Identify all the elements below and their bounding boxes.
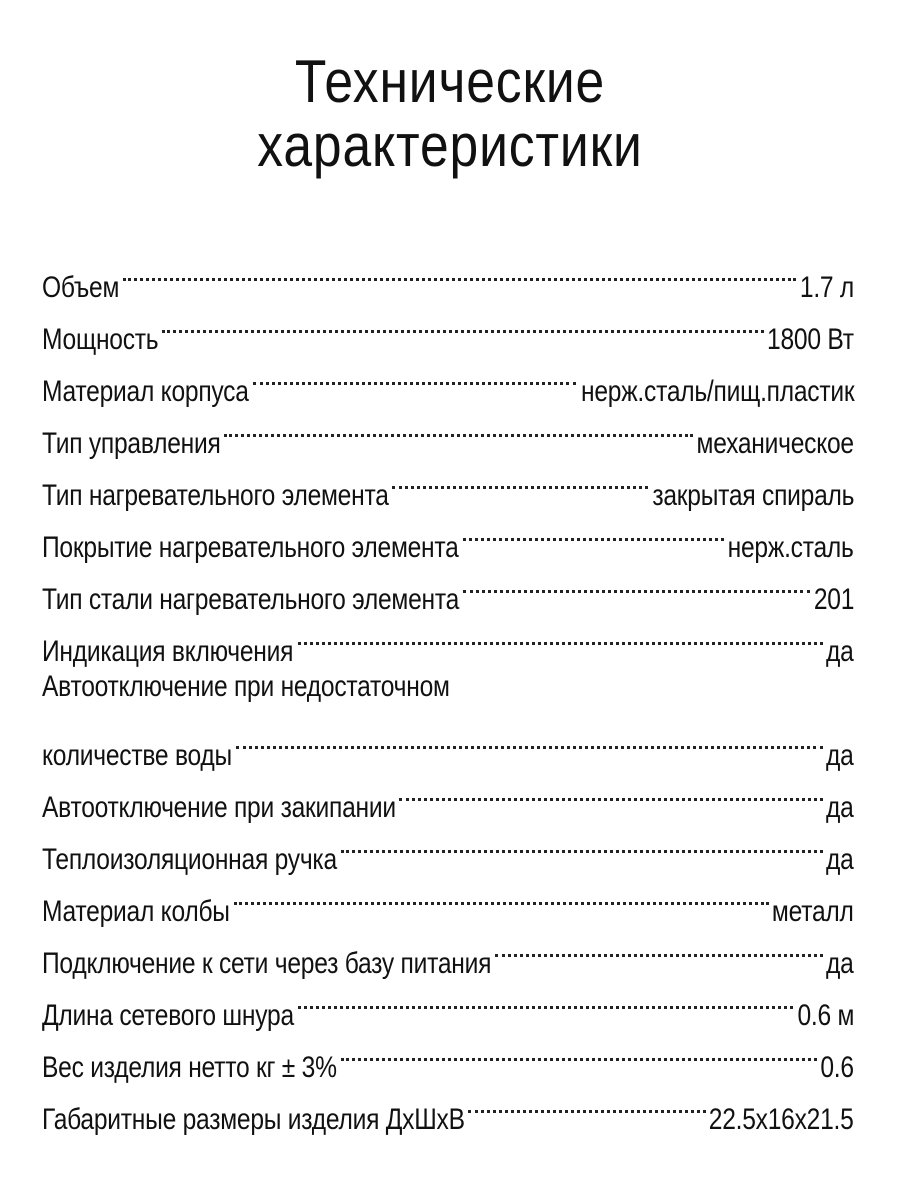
spec-value: закрытая спираль: [652, 479, 854, 512]
dot-leader: [253, 349, 577, 401]
title-line-1: Технические: [294, 48, 606, 115]
spec-row-volume: [42, 245, 854, 304]
spec-value: нерж.сталь/пищ.пластик: [580, 375, 854, 408]
dot-leader: [224, 401, 692, 453]
spec-value: 1800 Вт: [767, 323, 854, 356]
spec-row-body-material: [42, 349, 854, 408]
dot-leader: [463, 505, 725, 557]
spec-row-power: [42, 297, 854, 356]
spec-row-low-water-shutoff-line1: [42, 661, 854, 713]
dot-leader: [463, 557, 810, 609]
dot-leader: [298, 973, 793, 1025]
spec-value: механическое: [696, 427, 854, 460]
spec-label: Вес изделия нетто кг ± 3%: [42, 1051, 337, 1084]
dot-leader: [234, 869, 769, 921]
specs-list: [42, 245, 854, 1136]
spec-label: Материал колбы: [42, 895, 230, 928]
dot-leader: [236, 713, 823, 765]
spec-value: да: [826, 635, 854, 668]
dot-leader: [298, 609, 823, 661]
spec-label: Теплоизоляционная ручка: [42, 843, 337, 876]
spec-label: Покрытие нагревательного элемента: [42, 531, 459, 564]
spec-value: 0.6 м: [797, 999, 854, 1032]
spec-label: Объем: [42, 271, 120, 304]
spec-label: Габаритные размеры изделия ДхШхВ: [42, 1103, 465, 1136]
dot-leader: [123, 245, 796, 297]
spec-value: да: [826, 843, 854, 876]
spec-value: да: [826, 791, 854, 824]
dot-leader: [341, 1025, 817, 1077]
dot-leader: [495, 921, 823, 973]
spec-label: Подключение к сети через базу питания: [42, 947, 492, 980]
spec-value: да: [826, 947, 854, 980]
dot-leader: [162, 297, 763, 349]
spec-label: Тип нагревательного элемента: [42, 479, 389, 512]
dot-leader: [392, 453, 648, 505]
spec-label: Длина сетевого шнура: [42, 999, 294, 1032]
spec-label: Тип стали нагревательного элемента: [42, 583, 460, 616]
spec-value: нерж.сталь: [728, 531, 854, 564]
spec-value: металл: [772, 895, 854, 928]
spec-value: 0.6: [820, 1051, 854, 1084]
title-line-2: характеристики: [257, 112, 643, 179]
spec-label: Тип управления: [42, 427, 221, 460]
spec-label: Автоотключение при закипании: [42, 791, 396, 824]
dot-leader: [468, 1077, 705, 1129]
spec-row-low-water-shutoff: [42, 713, 854, 772]
spec-label: Мощность: [42, 323, 159, 356]
spec-label: Индикация включения: [42, 635, 294, 668]
spec-value: 1.7 л: [799, 271, 854, 304]
dot-leader: [399, 765, 822, 817]
page-title: [63, 50, 837, 178]
spec-value: да: [826, 739, 854, 772]
spec-value: 22.5x16x21.5: [709, 1103, 854, 1136]
spec-label: Материал корпуса: [42, 375, 249, 408]
spec-label: Автоотключение при недостаточном: [42, 670, 450, 703]
dot-leader: [341, 817, 823, 869]
spec-label: количестве воды: [42, 739, 232, 772]
spec-value: 201: [813, 583, 854, 616]
